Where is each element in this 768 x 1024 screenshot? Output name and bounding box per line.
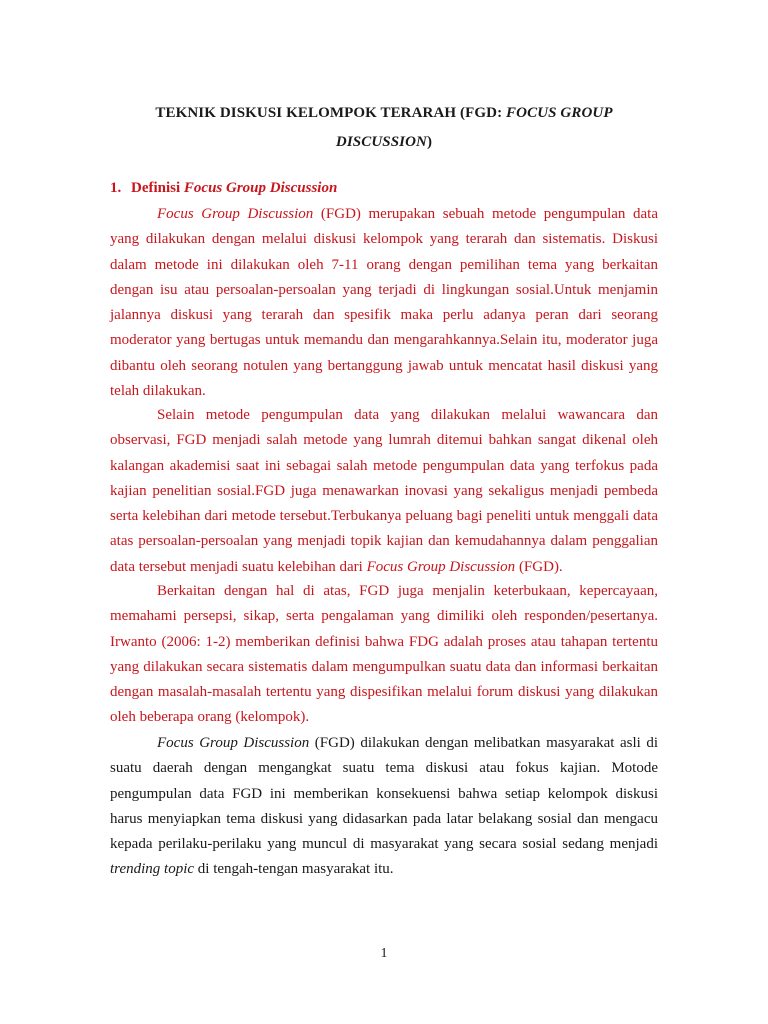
section-label: Definisi bbox=[131, 180, 184, 196]
title-italic: FOCUS GROUP DISCUSSION bbox=[335, 105, 613, 150]
title-part3: ) bbox=[426, 134, 433, 150]
section-number: 1. bbox=[110, 180, 122, 196]
paragraph-1-text: (FGD) merupakan sebuah metode pengumpulan data yang dilakukan dengan melalui diskusi kelompok yang terarah dan sistematis. Diskusi dalam metode ini dilakukan oleh 7-11 orang dengan pemilihan tema yang berkaitan dengan isu atau persoalan-persoalan yang terjadi di lingkungan sosial.Untuk menjamin jalannya diskusi yang terarah dan spesifik maka perlu adanya peran dari seorang moderator yang bertugas untuk memandu dan mengarahkannya.Selain itu, moderator juga dibantu oleh seorang notulen yang bertanggung jawab untuk mencatat hasil diskusi yang telah dilakukan. bbox=[110, 206, 658, 400]
section-label-italic: Focus Group Discussion bbox=[183, 180, 338, 196]
paragraph-2-text: Selain metode pengumpulan data yang dilakukan melalui wawancara dan observasi, FGD menjadi salah metode yang lumrah ditemui bahkan sangat dikenal oleh kalangan akademisi saat ini sebagai salah metode pengumpulan data yang terfokus pada kajian penelitian sosial.FGD juga menawarkan inovasi yang sekaligus menjadi pembeda serta kelebihan dari metode tersebut.Terbukanya peluang bagi peneliti untuk menggali data atas persoalan-persoalan yang menjadi topik kajian dan kemudahannya dalam penggalian data tersebut menjadi suatu kelebihan dari bbox=[110, 407, 658, 575]
paragraph-4-italic: trending topic bbox=[110, 861, 195, 878]
paragraph-4-text: (FGD) dilakukan dengan melibatkan masyarakat asli di suatu daerah dengan mengangkat suatu tema diskusi atau fokus kajian. Motode pengumpulan data FGD ini memberikan konsekuensi bahwa setiap kelompok diskusi harus menyiapkan tema diskusi yang didasarkan pada latar belakang sosial dan mengacu kepada perilaku-perilaku yang muncul di masyarakat yang secara sosial sedang menjadi bbox=[110, 735, 658, 853]
paragraph-4-tail: di tengah-tengan masyarakat itu. bbox=[194, 861, 394, 878]
paragraph-4 bbox=[110, 731, 658, 883]
paragraph-1 bbox=[110, 202, 658, 404]
section-heading bbox=[110, 176, 337, 200]
paragraph-2 bbox=[110, 403, 658, 580]
page-number: 1 bbox=[380, 946, 388, 961]
paragraph-2-italic: Focus Group Discussion bbox=[366, 558, 516, 575]
paragraph-3 bbox=[110, 579, 658, 731]
paragraph-2-tail: (FGD). bbox=[515, 558, 563, 575]
document-title bbox=[110, 99, 658, 157]
paragraph-4-lead: Focus Group Discussion bbox=[157, 735, 310, 751]
title-part1: TEKNIK DISKUSI KELOMPOK TERARAH (FGD: bbox=[155, 105, 507, 121]
paragraph-1-lead: Focus Group Discussion bbox=[157, 206, 314, 222]
paragraph-3-text: Berkaitan dengan hal di atas, FGD juga menjalin keterbukaan, kepercayaan, memahami persepsi, sikap, serta pengalaman yang dimiliki oleh responden/pesertanya. Irwanto (2006: 1-2) memberikan definisi bahwa FDG adalah proses atau tahapan tertentu yang dilakukan secara sistematis dalam mengumpulkan suatu data dan informasi berkaitan dengan masalah-masalah tertentu yang dispesifikan melalui forum diskusi yang dilakukan oleh beberapa orang (kelompok). bbox=[110, 583, 658, 726]
